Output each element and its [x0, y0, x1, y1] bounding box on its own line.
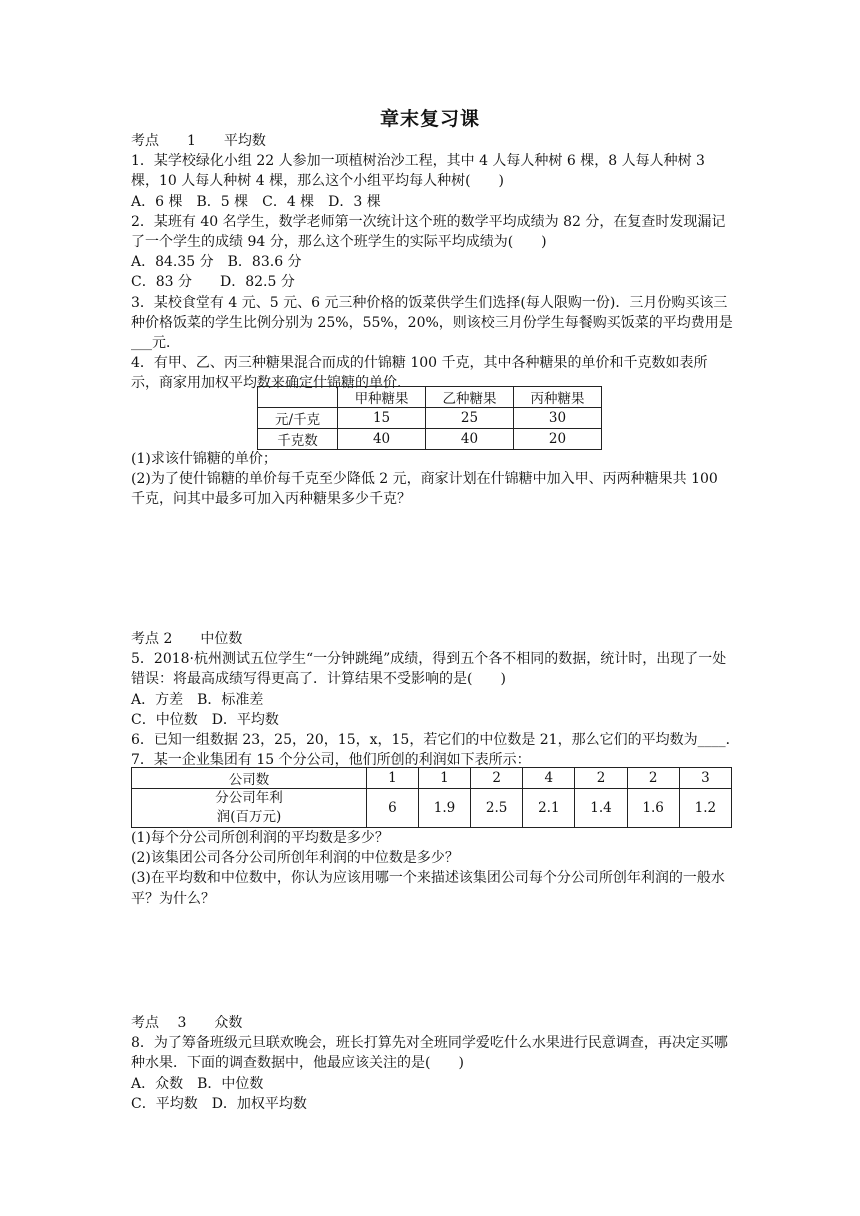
table-cell: 40 [338, 429, 426, 450]
table-row-label-line: 润(百万元) [216, 809, 282, 825]
table-cell: 6 [367, 789, 419, 828]
table-cell: 2 [575, 768, 627, 789]
table-header-cell: 丙种糖果 [514, 387, 602, 408]
question-5-options-row2: C．中位数 D．平均数 [131, 711, 279, 728]
table-cell: 1.2 [679, 789, 731, 828]
question-1-options: A．6 棵 B．5 棵 C．4 棵 D．3 棵 [131, 193, 381, 210]
question-5-options-row1: A．方差 B．标准差 [131, 691, 264, 708]
table-header-cell: 甲种糖果 [338, 387, 426, 408]
table-cell: 1.6 [627, 789, 679, 828]
question-7-part-3: (3)在平均数和中位数中，你认为应该用哪一个来描述该集团公司每个分公司所创年利润的一般水平？为什么？ [131, 870, 725, 907]
page-title: 章末复习课 [379, 108, 480, 130]
table-cell: 2.5 [471, 789, 523, 828]
table-cell: 3 [679, 768, 731, 789]
question-2-stem: 2．某班有 40 名学生，数学老师第一次统计这个班的数学平均成绩为 82 分，在复查时发现漏记了一个学生的成绩 94 分，那么这个班学生的实际平均成绩为( ) [131, 213, 726, 251]
question-4-parts [131, 449, 733, 510]
table-row-label: 公司数 [132, 768, 367, 789]
section-mode [131, 1013, 733, 1114]
question-2-options-row1: A．84.35 分 B．83.6 分 [131, 254, 302, 271]
table-cell: 40 [426, 429, 514, 450]
question-1-stem: 1．某学校绿化小组 22 人参加一项植树治沙工程，其中 4 人每人种树 6 棵，8 人每人种树 3 棵，10 人每人种树 4 棵，那么这个小组平均每人种树( ) [131, 153, 705, 190]
table-row-label: 千克数 [258, 429, 338, 450]
question-8-stem: 8．为了筹备班级元旦联欢晚会，班长打算先对全班同学爱吃什么水果进行民意调查，再决定买哪种水果．下面的调查数据中，他最应该关注的是( ) [131, 1035, 728, 1072]
table-row-label: 元/千克 [258, 408, 338, 429]
question-2-options-row2: C．83 分 D．82.5 分 [131, 274, 295, 291]
question-7-parts [131, 828, 733, 909]
table-cell: 2 [471, 768, 523, 789]
table-cell: 1 [418, 768, 470, 789]
question-5-stem: 5．2018·杭州测试五位学生“一分钟跳绳”成绩，得到五个各不相同的数据，统计时，出现了一处错误：将最高成绩写得更高了．计算结果不受影响的是( ) [131, 651, 727, 688]
question-7-part-2: (2)该集团公司各分公司所创年利润的中位数是多少？ [131, 850, 459, 867]
section-heading: 考点 3 众数 [131, 1015, 243, 1031]
table-cell: 1.9 [418, 789, 470, 828]
table-cell: 20 [514, 429, 602, 450]
table-cell: 2 [627, 768, 679, 789]
question-8-options-row2: C．平均数 D．加权平均数 [131, 1095, 307, 1112]
question-4-stem: 4．有甲、乙、丙三种糖果混合而成的什锦糖 100 千克，其中各种糖果的单价和千克数如表所示，商家用加权平均数来确定什锦糖的单价． [131, 355, 708, 392]
question-6-stem: 6．已知一组数据 23，25，20，15，x，15，若它们的中位数是 21，那么它们的平均数为____． [131, 732, 740, 749]
table-cell [258, 387, 338, 408]
section-heading: 考点 2 中位数 [131, 631, 243, 647]
table-header-cell: 乙种糖果 [426, 387, 514, 408]
question-4-part-2: (2)为了使什锦糖的单价每千克至少降低 2 元，商家计划在什锦糖中加入甲、丙两种糖果共 100 千克，问其中最多可加入丙种糖果多少千克？ [131, 471, 718, 508]
question-7-stem: 7．某一企业集团有 15 个分公司，他们所创的利润如下表所示： [131, 752, 531, 769]
candy-price-table [257, 386, 602, 450]
section-heading: 考点 1 平均数 [131, 133, 266, 149]
question-3-stem: 3．某校食堂有 4 元、5 元、6 元三种价格的饭菜供学生们选择(每人限购一份)．三月份购买该三种价格饭菜的学生比例分别为 25%，55%，20%，则该校三月份学生每餐购买饭菜的平均费用是___元． [131, 294, 733, 352]
table-cell: 25 [426, 408, 514, 429]
profit-table [131, 767, 732, 828]
question-4-part-1: (1)求该什锦糖的单价； [131, 451, 277, 467]
table-cell: 30 [514, 408, 602, 429]
table-cell: 15 [338, 408, 426, 429]
question-8-options-row1: A．众数 B．中位数 [131, 1075, 264, 1092]
table-row-label-line: 分公司年利 [215, 790, 283, 806]
table-cell: 4 [523, 768, 575, 789]
section-median [131, 629, 740, 770]
table-row-label [132, 789, 367, 828]
section-mean [131, 131, 733, 394]
table-cell: 1 [367, 768, 419, 789]
table-cell: 2.1 [523, 789, 575, 828]
table-cell: 1.4 [575, 789, 627, 828]
question-7-part-1: (1)每个分公司所创利润的平均数是多少？ [131, 830, 389, 846]
